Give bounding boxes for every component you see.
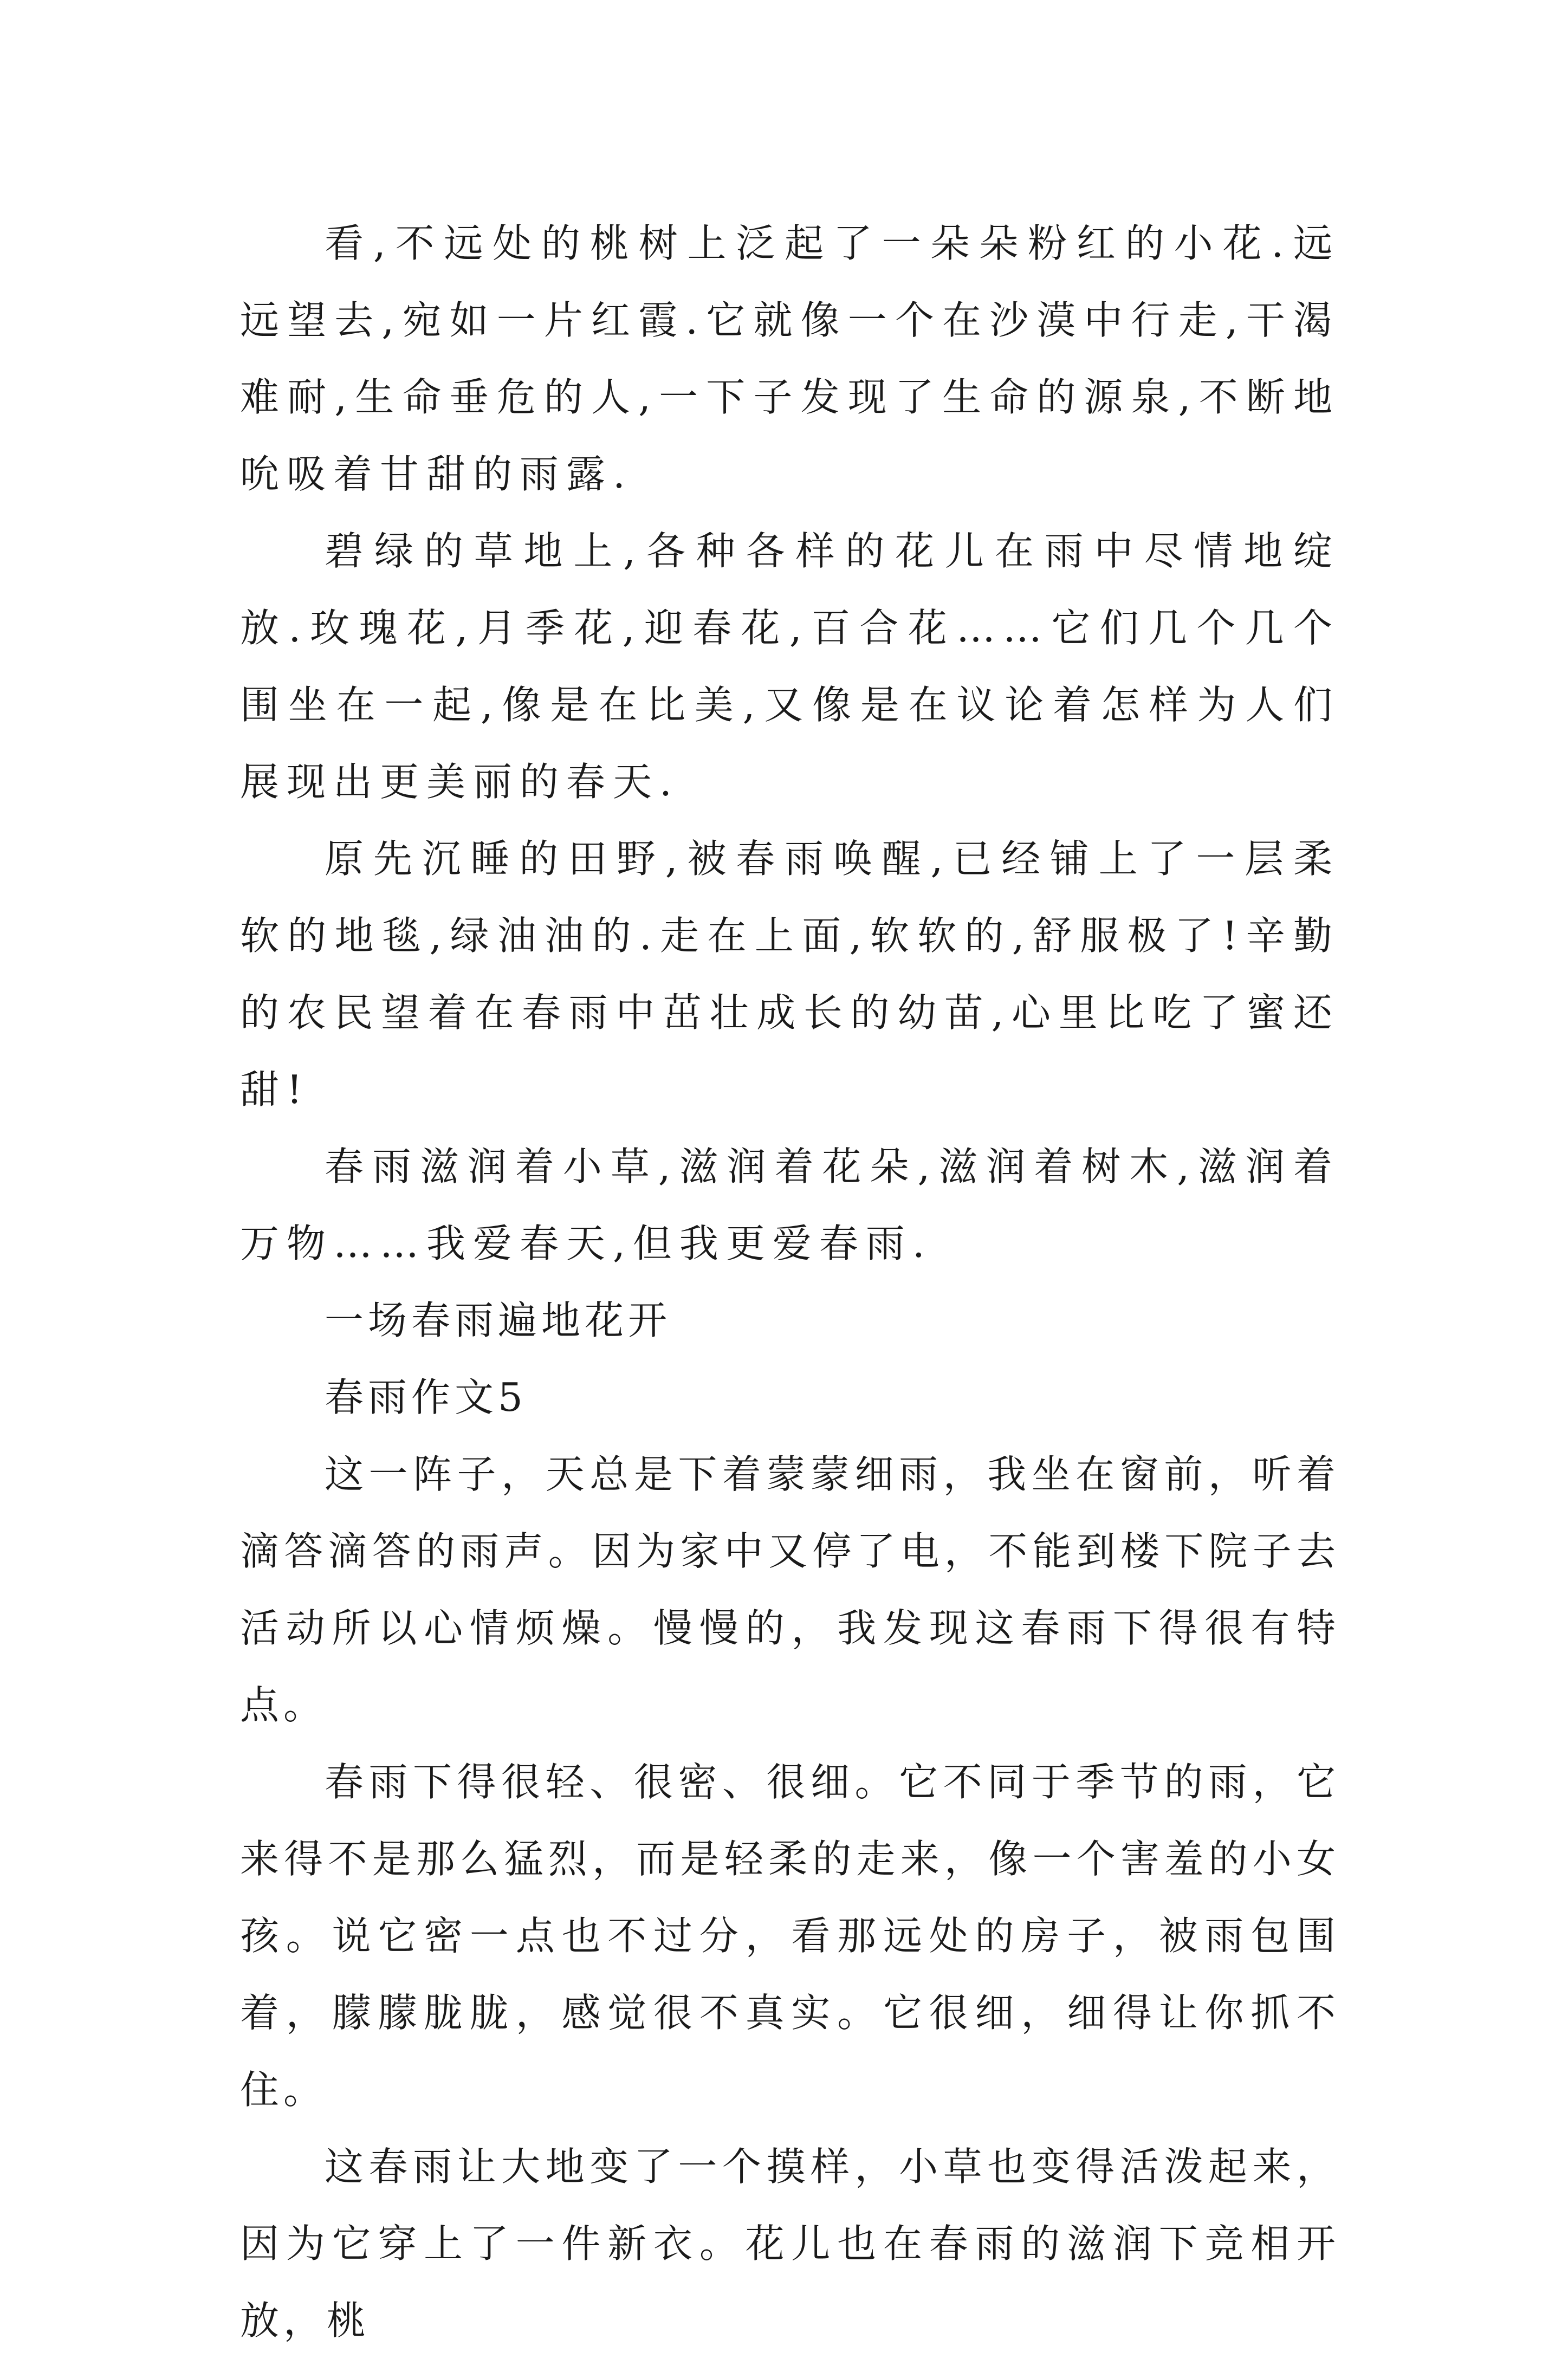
paragraph-flowers: 碧绿的草地上,各种各样的花儿在雨中尽情地绽放.玫瑰花,月季花,迎春花,百合花……它们几个几个围坐在一起,像是在比美,又像是在议论着怎样为人们展现出更美丽的春天.	[240, 528, 1340, 805]
document-body	[240, 205, 1340, 2359]
paragraph-nourish: 春雨滋润着小草,滋润着花朵,滋润着树木,滋润着万物……我爱春天,但我更爱春雨.	[240, 1144, 1340, 1266]
paragraph-peach-blossom: 看,不远处的桃树上泛起了一朵朵粉红的小花.远远望去,宛如一片红霞.它就像一个在沙漠中行走,干渴难耐,生命垂危的人,一下子发现了生命的源泉,不断地吮吸着甘甜的雨露.	[240, 221, 1340, 497]
essay-closing-line: 一场春雨遍地花开	[325, 1298, 672, 1343]
paragraph-fields: 原先沉睡的田野,被春雨唤醒,已经铺上了一层柔软的地毯,绿油油的.走在上面,软软的,舒服极了!辛勤的农民望着在春雨中茁壮成长的幼苗,心里比吃了蜜还甜!	[240, 836, 1340, 1112]
paragraph-earth-changes: 这春雨让大地变了一个摸样，小草也变得活泼起来，因为它穿上了一件新衣。花儿也在春雨的滋润下竞相开放，桃	[240, 2144, 1340, 2343]
paragraph-drizzle: 这一阵子，天总是下着蒙蒙细雨，我坐在窗前，听着滴答滴答的雨声。因为家中又停了电，不能到楼下院子去活动所以心情烦燥。慢慢的，我发现这春雨下得很有特点。	[240, 1451, 1340, 1728]
paragraph-light-dense-fine: 春雨下得很轻、很密、很细。它不同于季节的雨，它来得不是那么猛烈，而是轻柔的走来，像一个害羞的小女孩。说它密一点也不过分，看那远处的房子，被雨包围着，朦朦胧胧，感觉很不真实。它很细，细得让你抓不住。	[240, 1759, 1340, 2112]
essay-heading: 春雨作文5	[325, 1375, 527, 1420]
